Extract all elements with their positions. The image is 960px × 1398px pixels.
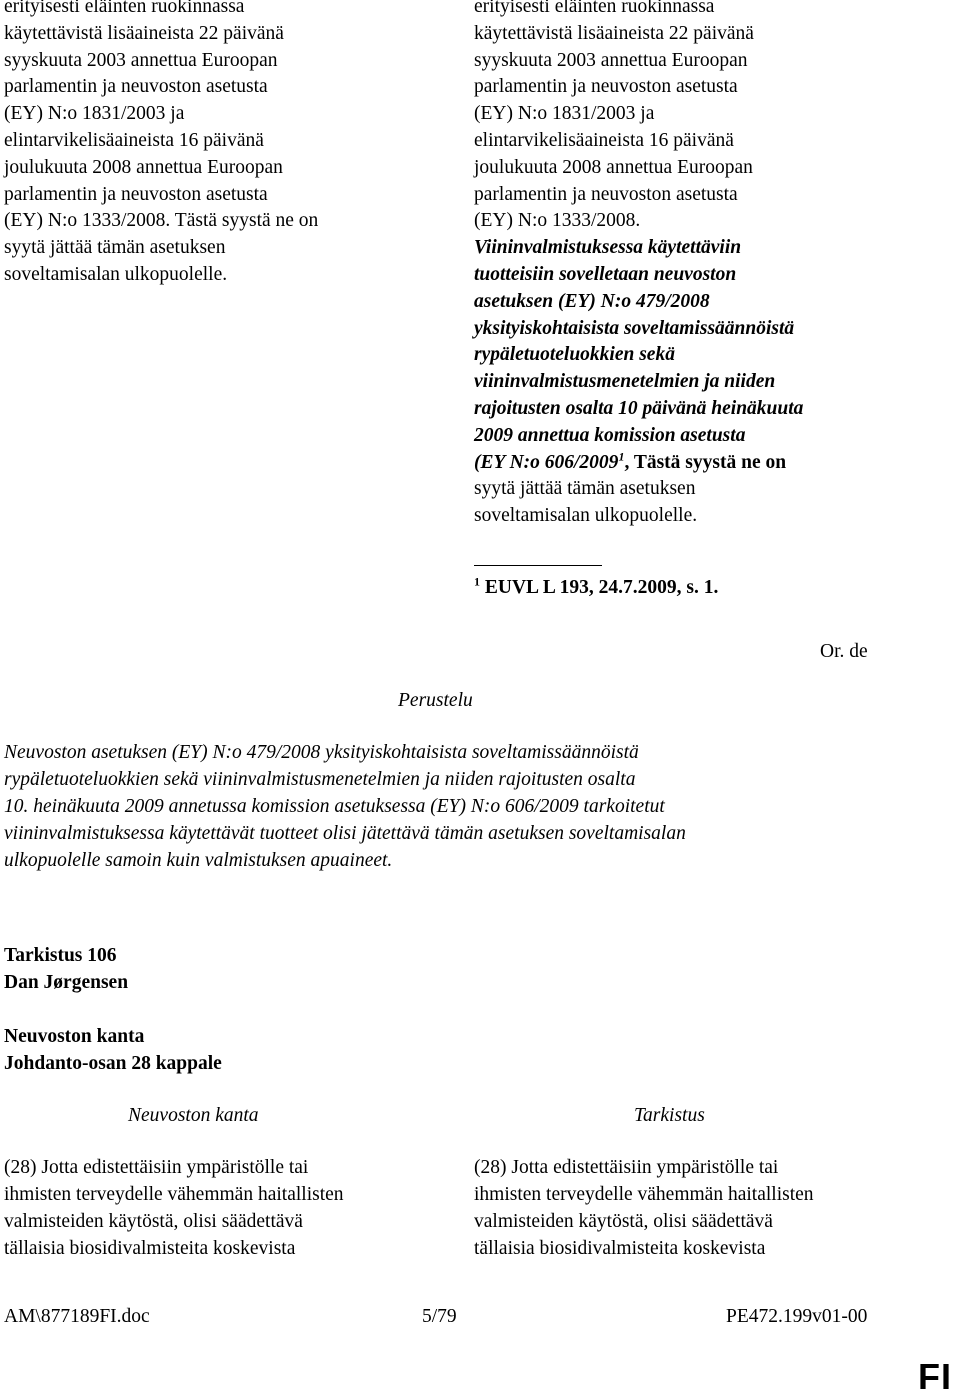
- text-line: erityisesti eläinten ruokinnassa: [4, 0, 245, 17]
- added-text-line: 2009 annettua komission asetusta: [474, 424, 746, 446]
- added-text-line: yksityiskohtaisista soveltamissäännöistä: [474, 317, 795, 339]
- text-line: valmisteiden käytöstä, olisi säädettävä: [4, 1211, 303, 1232]
- added-text-line: Viininvalmistuksessa käytettäviin: [474, 237, 742, 259]
- text-line: (EY) N:o 1831/2003 ja: [474, 103, 655, 125]
- left-column-paragraph: [4, 0, 444, 289]
- added-text-line: asetuksen (EY) N:o 479/2008: [474, 290, 710, 312]
- right-column-text: [474, 0, 944, 530]
- column-header-council: Neuvoston kanta: [128, 1105, 259, 1126]
- amendment-text: [474, 1154, 944, 1262]
- text-line: joulukuuta 2008 annettua Euroopan: [4, 156, 283, 178]
- right-column-paragraph: [474, 0, 944, 530]
- text-line: (28) Jotta edistettäisiin ympäristölle tai: [4, 1157, 309, 1178]
- council-position-text: [4, 1154, 444, 1262]
- added-text-line: viininvalmistusmenetelmien ja niiden: [474, 371, 776, 393]
- justification-heading: Perustelu: [398, 690, 473, 711]
- text-line: ihmisten terveydelle vähemmän haitallisten: [474, 1184, 814, 1205]
- text-fragment: , Tästä syystä ne on: [624, 451, 787, 473]
- text-line: soveltamisalan ulkopuolelle.: [474, 505, 698, 527]
- footnote-mark: 1: [474, 574, 480, 589]
- text-line: (EY) N:o 1333/2008.: [474, 210, 641, 232]
- text-line: syytä jättää tämän asetuksen: [474, 478, 696, 500]
- amendment-number: Tarkistus 106: [4, 945, 117, 966]
- text-line: syyskuuta 2003 annettua Euroopan: [4, 49, 278, 71]
- text-line: (EY) N:o 1831/2003 ja: [4, 103, 185, 125]
- footer-doc-ref: AM\877189FI.doc: [4, 1306, 150, 1327]
- text-line: Neuvoston asetuksen (EY) N:o 479/2008 yksityiskohtaisista soveltamissäännöistä: [4, 742, 639, 763]
- text-line: soveltamisalan ulkopuolelle.: [4, 263, 228, 285]
- text-line: käytettävistä lisäaineista 22 päivänä: [474, 22, 754, 44]
- text-line: (28) Jotta edistettäisiin ympäristölle tai: [474, 1157, 779, 1178]
- text-line: joulukuuta 2008 annettua Euroopan: [474, 156, 753, 178]
- added-text-line: rypäletuoteluokkien sekä: [474, 344, 675, 366]
- text-line: viininvalmistuksessa käytettävät tuotteet olisi jätettävä tämän asetuksen soveltamisalan: [4, 823, 686, 844]
- text-line: ihmisten terveydelle vähemmän haitallisten: [4, 1184, 344, 1205]
- footnote: [474, 574, 719, 599]
- text-line: syytä jättää tämän asetuksen: [4, 237, 226, 259]
- text-line: parlamentin ja neuvoston asetusta: [474, 183, 738, 205]
- text-line: parlamentin ja neuvoston asetusta: [4, 183, 268, 205]
- text-line: (EY) N:o 1333/2008. Tästä syystä ne on: [4, 210, 319, 232]
- amendment-position: Neuvoston kanta: [4, 1026, 145, 1047]
- text-line: 10. heinäkuuta 2009 annetussa komission asetuksessa (EY) N:o 606/2009 tarkoitetut: [4, 796, 665, 817]
- text-line: ulkopuolelle samoin kuin valmistuksen apuaineet.: [4, 850, 393, 871]
- footnote-separator: [474, 565, 602, 566]
- footnote-text: EUVL L 193, 24.7.2009, s. 1.: [480, 577, 719, 598]
- text-line: tällaisia biosidivalmisteita koskevista: [4, 1238, 296, 1259]
- language-code: FI: [918, 1356, 952, 1397]
- text-line: erityisesti eläinten ruokinnassa: [474, 0, 715, 17]
- text-line: valmisteiden käytöstä, olisi säädettävä: [474, 1211, 773, 1232]
- footnote-reference[interactable]: 1: [618, 449, 625, 464]
- original-language-label: Or. de: [820, 641, 868, 662]
- text-line: elintarvikelisäaineista 16 päivänä: [4, 129, 264, 151]
- text-line: tällaisia biosidivalmisteita koskevista: [474, 1238, 766, 1259]
- text-line: parlamentin ja neuvoston asetusta: [474, 76, 738, 98]
- text-line: parlamentin ja neuvoston asetusta: [4, 76, 268, 98]
- amendment-author: Dan Jørgensen: [4, 972, 129, 993]
- added-text-line: tuotteisiin sovelletaan neuvoston: [474, 263, 737, 285]
- left-column-text: [4, 0, 444, 289]
- text-line: elintarvikelisäaineista 16 päivänä: [474, 129, 734, 151]
- footer-page-number: 5/79: [422, 1306, 457, 1327]
- text-line: syyskuuta 2003 annettua Euroopan: [474, 49, 748, 71]
- text-line: käytettävistä lisäaineista 22 päivänä: [4, 22, 284, 44]
- text-line: rypäletuoteluokkien sekä viininvalmistusmenetelmien ja niiden rajoitusten osalta: [4, 769, 636, 790]
- amendment-reference: Johdanto-osan 28 kappale: [4, 1053, 222, 1074]
- added-text-line: rajoitusten osalta 10 päivänä heinäkuuta: [474, 397, 804, 419]
- column-header-amendment: Tarkistus: [634, 1105, 705, 1126]
- footer-pe-ref: PE472.199v01-00: [726, 1306, 868, 1327]
- justification-text: [4, 739, 834, 874]
- added-text-line: (EY N:o 606/2009: [474, 451, 619, 473]
